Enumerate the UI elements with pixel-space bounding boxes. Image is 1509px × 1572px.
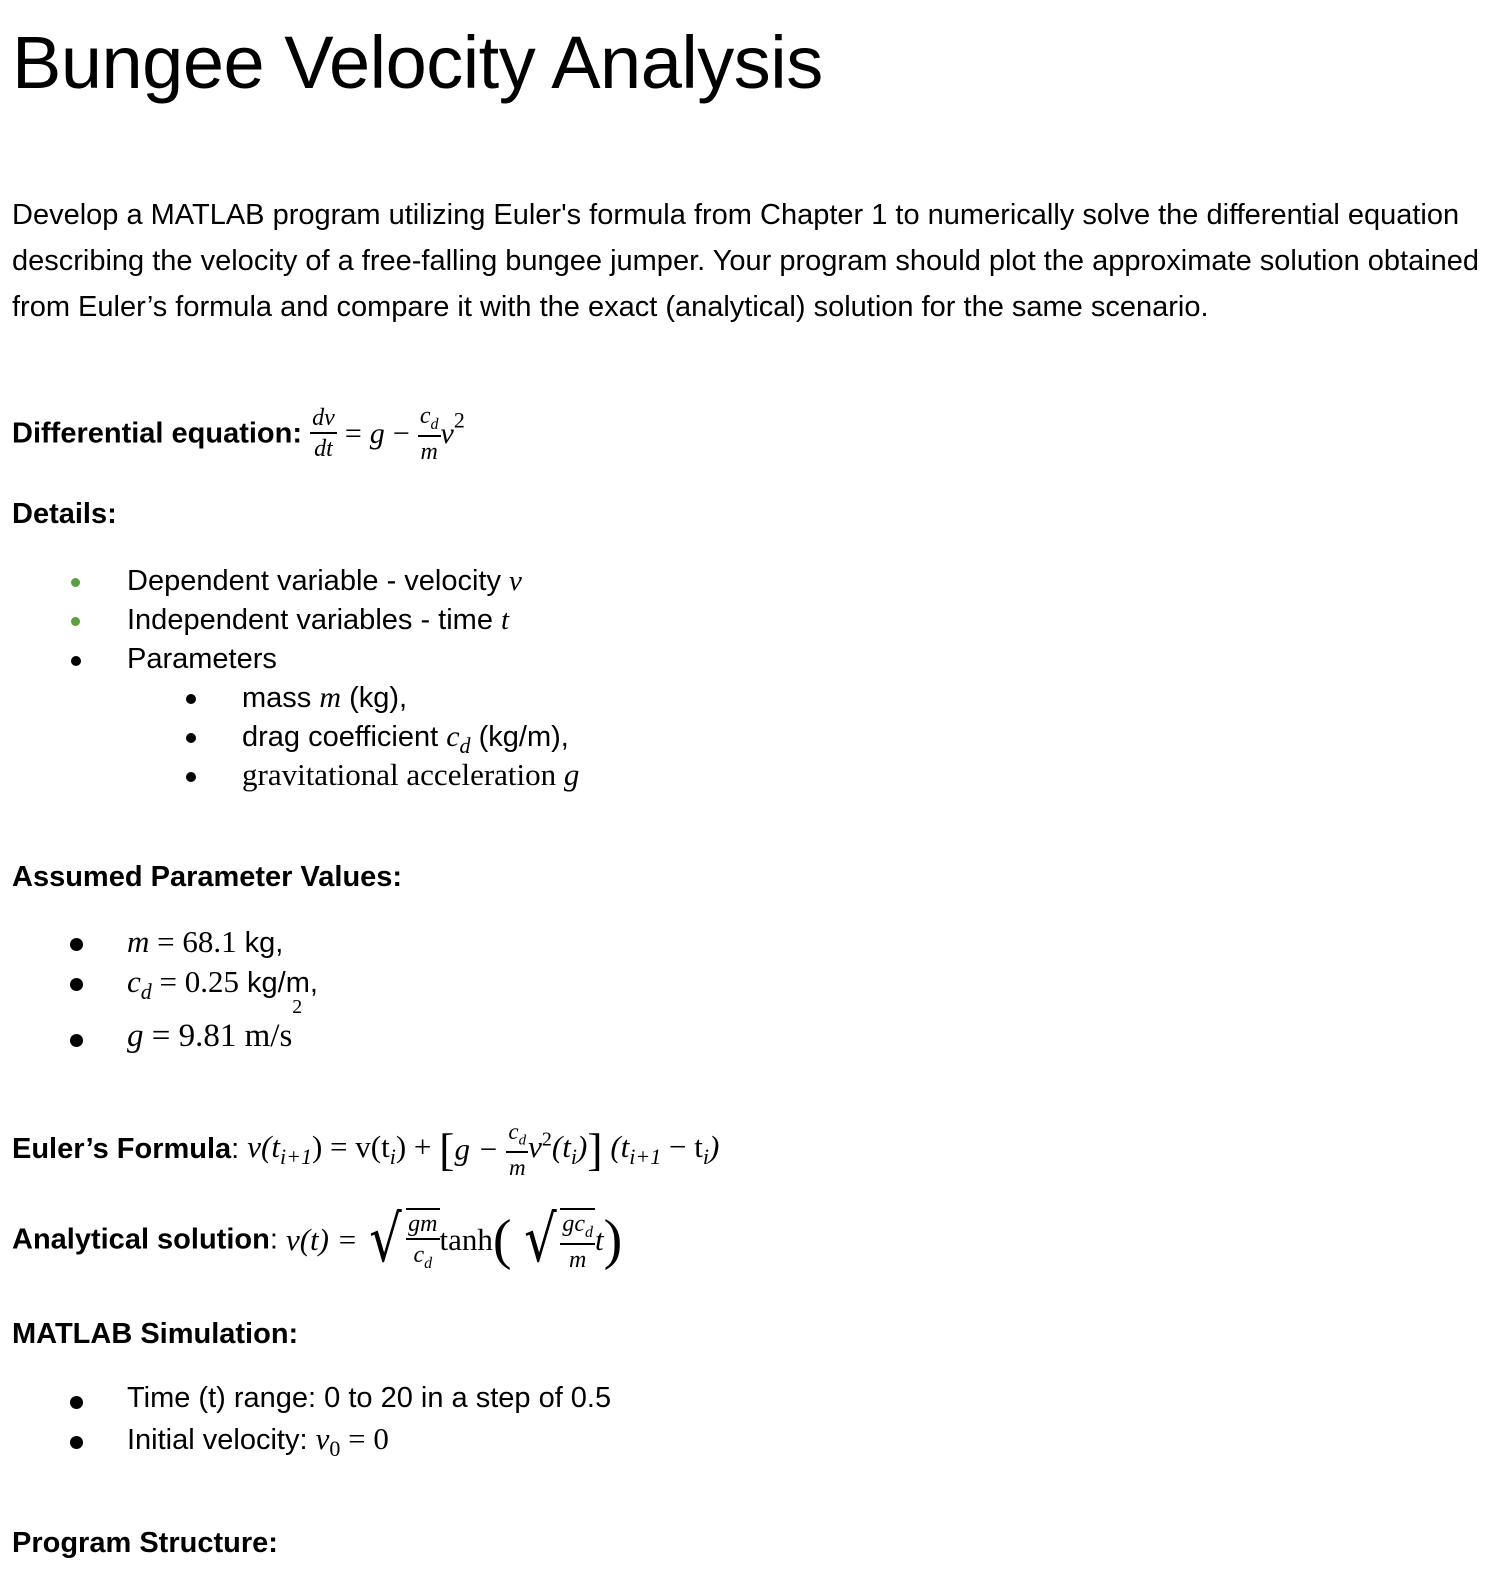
tail-open: (t [602, 1128, 630, 1164]
mass-value: = 68.1 [149, 924, 237, 959]
page-title: Bungee Velocity Analysis [12, 21, 823, 104]
simulation-time-range: Time (t) range: 0 to 20 in a step of 0.5 [127, 1382, 612, 1414]
param-symbol: m [319, 681, 342, 714]
mass-unit: kg, [236, 927, 284, 959]
g-symbol: g [369, 416, 385, 450]
m-symbol: m [508, 1154, 526, 1180]
zero-subscript: 0 [329, 1435, 341, 1461]
gravity-exponent: 2 [292, 996, 303, 1019]
d-subscript: d [518, 1132, 527, 1149]
param-item-gravity [242, 757, 579, 793]
simulation-heading: MATLAB Simulation: [12, 1318, 299, 1350]
sqrt-gcd-over-m [520, 1203, 595, 1277]
d-subscript: d [430, 415, 439, 433]
bullet-icon [70, 1436, 83, 1449]
close-paren: ) [709, 1128, 720, 1164]
gm-symbol: gm [406, 1212, 439, 1240]
bullet-icon [70, 1034, 83, 1047]
gravity-symbol: g [127, 1018, 144, 1054]
assumed-drag [127, 964, 318, 1005]
subscript: i [389, 1143, 396, 1169]
param-text: drag coefficient [242, 721, 447, 753]
param-item-drag [242, 720, 569, 759]
param-item-mass [242, 681, 407, 715]
plus-sign: ) + [395, 1128, 440, 1164]
c-symbol: c [508, 1119, 519, 1144]
sqrt-icon: √ [523, 1203, 557, 1277]
c-symbol: c [419, 403, 431, 429]
frac-denominator: dt [314, 436, 333, 463]
right-paren: ) [603, 1209, 623, 1271]
subscript: i [702, 1143, 709, 1169]
left-bracket: [ [439, 1123, 455, 1175]
subscript: i+1 [629, 1143, 662, 1169]
euler-fraction [506, 1120, 528, 1179]
drag-unit: kg/m, [239, 967, 318, 999]
analytical-label: Analytical solution [12, 1223, 270, 1256]
detail-item-dependent [127, 565, 522, 598]
sqrt-icon: √ [369, 1203, 403, 1277]
detail-text: Parameters [127, 643, 277, 675]
bullet-icon [186, 772, 196, 782]
frac-numerator: dv [310, 406, 337, 434]
structure-heading: Program Structure: [12, 1527, 278, 1559]
bullet-icon [71, 656, 81, 666]
v-symbol: v [315, 1421, 330, 1456]
d-subscript: d [585, 1223, 594, 1241]
bullet-icon [71, 578, 80, 587]
param-subscript: d [459, 732, 471, 758]
square-exponent: 2 [453, 407, 465, 433]
minus-sign: − [392, 416, 410, 450]
initial-velocity-label: Initial velocity: [127, 1424, 316, 1456]
m-symbol: m [569, 1246, 587, 1273]
drag-subscript: d [140, 978, 152, 1004]
subscript: i [570, 1144, 577, 1170]
gc-symbol: gc [562, 1211, 586, 1238]
v-symbol: v [440, 416, 454, 450]
drag-value: = 0.25 [151, 964, 239, 999]
bullet-icon [186, 694, 196, 704]
bullet-icon [70, 978, 83, 991]
param-unit: (kg), [341, 682, 408, 714]
colon: : [269, 1223, 286, 1256]
param-symbol: g [563, 757, 580, 792]
assumed-heading: Assumed Parameter Values: [12, 861, 403, 893]
euler-mid: ) = v(t [311, 1128, 390, 1164]
param-text: gravitational acceleration [242, 757, 564, 792]
d-subscript: d [424, 1254, 433, 1272]
minus-sign: − t [661, 1128, 703, 1164]
euler-g: g − [454, 1131, 507, 1167]
detail-symbol: v [509, 565, 522, 597]
dv-dt-fraction [310, 406, 337, 461]
intro-paragraph: Develop a MATLAB program utilizing Euler's formula from Chapter 1 to numerically solve the differential equation describing the velocity of a free-falling bungee jumper. Your program should plot the approximate solution obtained from Euler’s formula and compare it with the exact (analytical) solution for the same scenario. [12, 199, 1480, 323]
analytical-solution [12, 1203, 623, 1277]
exponent: 2 [541, 1128, 552, 1151]
t-symbol: t [595, 1222, 604, 1257]
detail-item-parameters [127, 643, 277, 676]
bullet-icon [186, 733, 196, 743]
differential-label: Differential equation [12, 417, 293, 450]
sqrt-gm-over-cd [365, 1203, 439, 1277]
detail-text: Independent variables - time [127, 604, 501, 636]
m-symbol: m [420, 438, 438, 465]
cd-over-m-fraction [418, 404, 441, 464]
v-symbol: v [528, 1128, 542, 1164]
bullet-icon [71, 617, 80, 626]
colon: : [292, 417, 303, 450]
detail-text: Dependent variable - velocity [127, 565, 510, 597]
subscript: i+1 [280, 1143, 312, 1169]
param-unit: (kg/m), [470, 721, 569, 753]
differential-equation [12, 404, 465, 464]
analytical-lhs: v(t) = [285, 1222, 366, 1257]
right-bracket: ] [587, 1123, 603, 1175]
close-paren: ) [576, 1128, 588, 1164]
euler-lhs: v(t [247, 1128, 280, 1164]
v-arg: (t [551, 1128, 571, 1164]
simulation-initial-velocity [127, 1421, 389, 1462]
c-symbol: c [413, 1242, 425, 1269]
bullet-icon [70, 938, 83, 951]
param-text: mass [242, 682, 320, 714]
equals-sign: = [344, 416, 362, 450]
colon: : [231, 1132, 248, 1165]
detail-item-independent [127, 604, 509, 637]
assumed-gravity [127, 996, 303, 1055]
initial-velocity-value: = 0 [340, 1421, 389, 1456]
euler-formula [12, 1120, 719, 1179]
assumed-mass [127, 924, 283, 960]
details-heading: Details: [12, 498, 117, 530]
mass-symbol: m [127, 924, 150, 959]
detail-symbol: t [501, 604, 510, 636]
gravity-value: = 9.81 m/s [143, 1018, 293, 1054]
param-symbol: c [446, 720, 460, 753]
bullet-icon [70, 1396, 83, 1409]
left-paren: ( [492, 1209, 512, 1271]
drag-symbol: c [127, 964, 141, 999]
euler-label: Euler’s Formula [12, 1132, 232, 1165]
tanh-function: tanh [439, 1222, 493, 1257]
